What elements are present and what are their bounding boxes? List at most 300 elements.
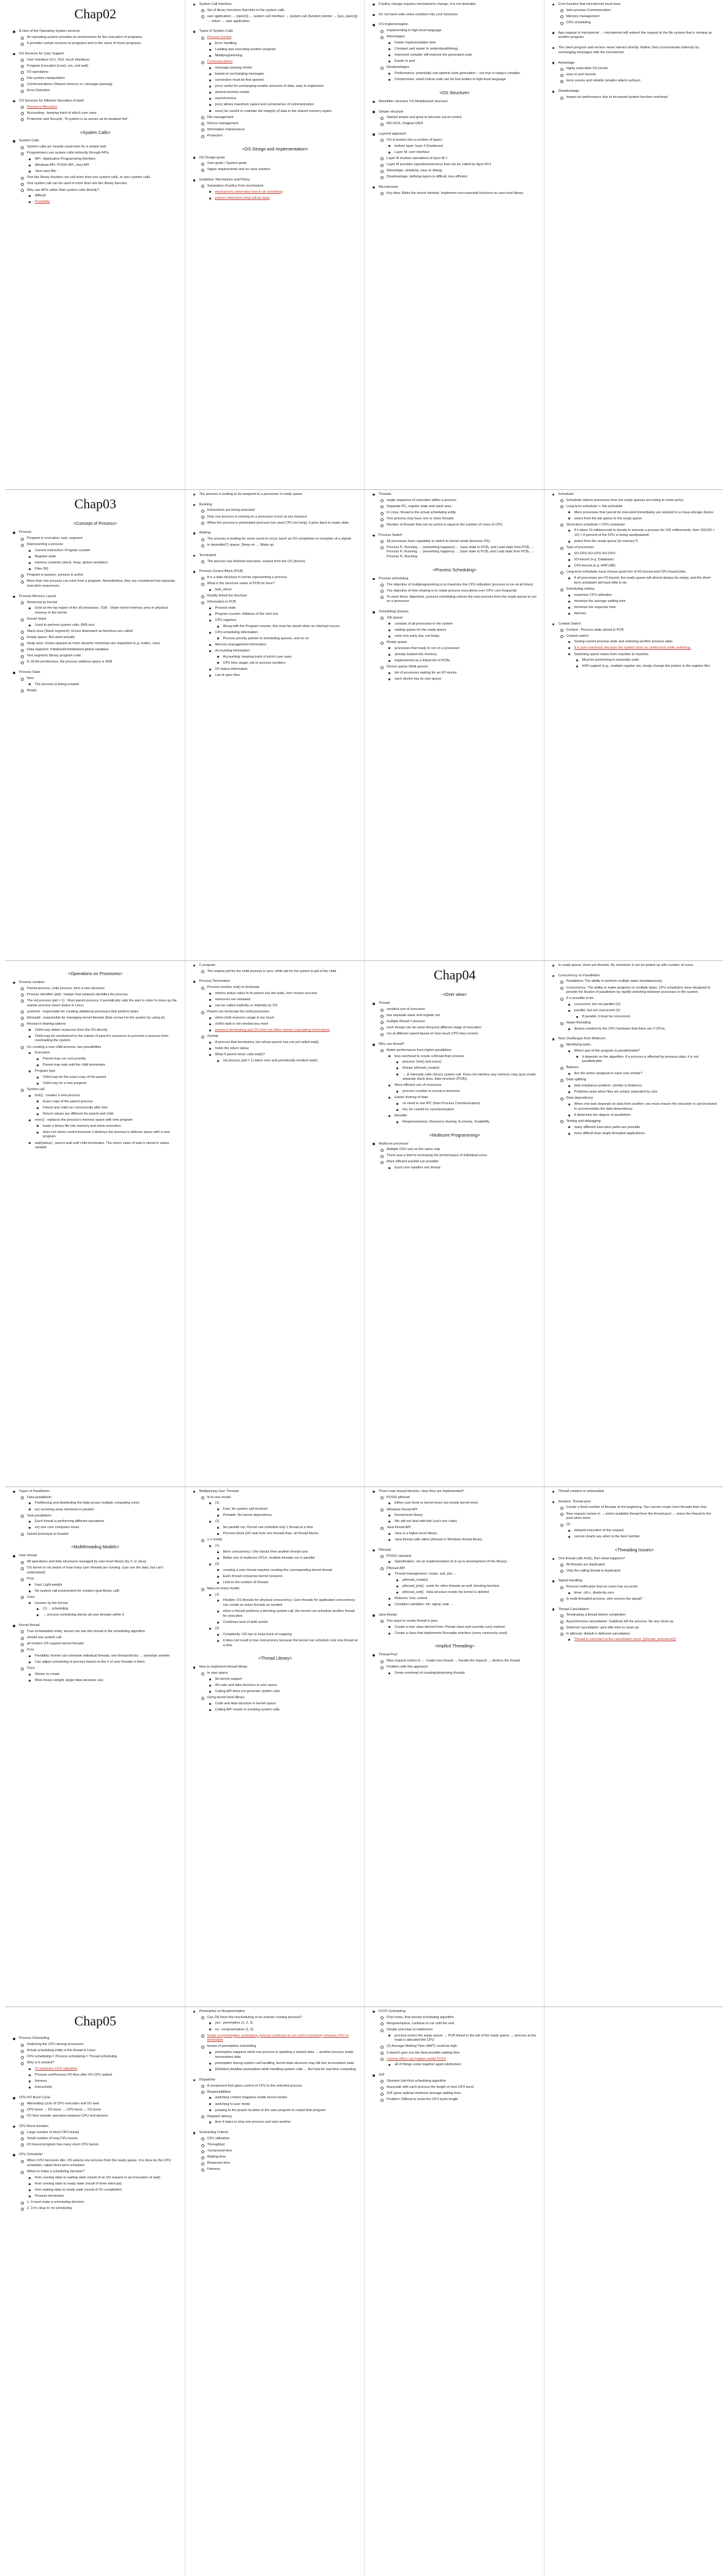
bullet-text: mechanisms determine how to do something — [215, 190, 283, 194]
bullet-list — [380, 2079, 538, 2103]
bullet-text: ex) one core computes mean — [35, 1526, 80, 1530]
chapter-title: Chap03 — [74, 496, 116, 511]
bullet-list — [193, 1665, 358, 1712]
bullet-item — [396, 1591, 538, 1595]
bullet-item — [20, 543, 179, 572]
bullet-text: File management — [207, 115, 234, 119]
bullet-item — [209, 42, 358, 46]
bullet-item — [201, 985, 358, 1009]
bullet-text: fairness — [574, 612, 587, 616]
bullet-list — [372, 1001, 538, 1124]
notes-column — [5, 0, 185, 489]
bullet-text: Threads — [379, 492, 392, 496]
bullet-item — [209, 1627, 358, 1648]
bullet-item — [209, 612, 358, 617]
bullet-text: New request comes in → select available thread from the thread pool → return the thread to the pool when done — [566, 1512, 711, 1521]
bullet-text: Associate with each process the length of next CPU burst — [387, 2085, 474, 2089]
bullet-text: (2) — [215, 1627, 220, 1631]
bullet-text: Started simple and grow to become out-of-control — [387, 116, 462, 120]
bullet-text: pthread_join() : waits for other threads as well, blocking function — [403, 1584, 499, 1589]
bullet-text: Java thread — [379, 1613, 397, 1617]
bullet-text: Large number of short CPU bursts — [27, 2130, 80, 2134]
bullet-item — [552, 1608, 718, 1642]
bullet-list — [217, 1633, 358, 1649]
bullet-text: Resource sharing options — [27, 1022, 66, 1026]
bullet-text: Child may be constrained to the subset of parent's resources to prevents a process from overloading the system. — [35, 1034, 169, 1043]
bullet-text: Portability — [35, 200, 50, 204]
bullet-text: Issues of preemptive scheduling — [207, 2044, 256, 2049]
bullet-list — [12, 139, 179, 205]
bullet-item — [209, 72, 358, 77]
bullet-item — [568, 552, 718, 557]
bullet-item — [209, 91, 358, 95]
bullet-item — [380, 1160, 538, 1170]
notes-column — [364, 490, 544, 961]
bullet-item — [201, 2115, 358, 2125]
bullet-item — [20, 2108, 179, 2113]
bullet-item — [552, 46, 718, 55]
bullet-list — [560, 67, 718, 84]
bullet-list — [560, 1563, 718, 1574]
bullet-item — [217, 1620, 358, 1625]
bullet-item — [36, 1130, 179, 1140]
bullet-list — [380, 1148, 538, 1171]
bullet-item — [388, 1520, 538, 1524]
bullet-item — [560, 1626, 718, 1631]
bullet-list — [380, 29, 538, 83]
bullet-text: Microkernels — [379, 185, 398, 189]
bullet-list — [209, 2021, 358, 2032]
bullet-text: Files (fd) — [35, 567, 48, 571]
bullet-text: In desirable(?) queue, Sleep on → Wake up — [207, 543, 274, 547]
bullet-text: run at different speed based on how much CPU they receive — [387, 1032, 478, 1036]
bullet-item — [20, 1630, 179, 1635]
bullet-item — [209, 1702, 358, 1707]
bullet-text: Process Control Block (PCB) — [199, 570, 243, 574]
bullet-text: If all processes are I/O bound, the ready queue will almost always be empty, and the short-term scheduler will have little to do. — [574, 576, 711, 585]
bullet-text: Running — [199, 502, 212, 507]
bullet-item — [20, 2055, 179, 2060]
bullet-item — [560, 1066, 718, 1076]
bullet-text: Doubly linked list structure — [207, 594, 247, 598]
bullet-item — [568, 576, 718, 585]
bullet-text: Calling API does not generate system calls — [215, 1690, 280, 1694]
bullet-list — [217, 625, 358, 629]
notes-column — [364, 961, 544, 1487]
bullet-list — [380, 116, 538, 127]
bullet-text: Flexible: OS threads for physical concurrency. User threads for application concurrency: can create as many threads as needed — [223, 1598, 356, 1608]
bullet-text: Either user-level or kernel-level, but mostly kernel-level — [395, 1501, 478, 1505]
bullet-list — [568, 1072, 718, 1077]
bullet-text: Program in execution, task, segment — [27, 536, 83, 541]
bullet-text: True schedulable entity: kernel can see this thread in the scheduling algorithm — [27, 1629, 145, 1633]
bullet-item — [36, 1607, 179, 1612]
bullet-text: The client program and service never interact directly. Rather, they communicate indirectly by exchanging messages with the microkernel. — [558, 46, 699, 54]
bullet-list — [388, 1625, 538, 1636]
bullet-list — [568, 1638, 718, 1642]
notes-column — [185, 2007, 365, 2576]
bullet-item — [28, 549, 179, 554]
bullet-text: minimize the average waiting time — [574, 599, 626, 603]
bullet-text: Each thread consumes kernel resource — [223, 1574, 283, 1578]
bullet-item — [380, 169, 538, 174]
bullet-item — [372, 1001, 538, 1037]
bullet-item — [201, 1496, 358, 1537]
bullet-item — [36, 1124, 179, 1129]
bullet-item — [209, 1562, 358, 1586]
section-title: <OS Design and Implementation> — [242, 146, 308, 152]
bullet-item — [552, 1037, 718, 1136]
bullet-list — [36, 1057, 179, 1068]
bullet-item — [20, 2061, 179, 2090]
bullet-text: concurrent, but not parallel (O) — [574, 1003, 621, 1007]
bullet-item — [209, 66, 358, 71]
bullet-text: jumping to the proper location in the user program to restart that program — [215, 2108, 326, 2112]
bullet-text: Disadvantages — [387, 65, 410, 70]
bullet-item — [209, 109, 358, 114]
notes-column — [5, 961, 185, 1487]
bullet-item — [28, 1028, 179, 1033]
bullet-list — [576, 1015, 718, 1020]
bullet-item — [36, 1057, 179, 1062]
bullet-item — [28, 2182, 179, 2187]
bullet-item — [388, 1166, 538, 1171]
bullet-item — [560, 986, 718, 995]
bullet-text: Process run/Process I/O-Run after I/O-CPU waited — [35, 2073, 112, 2077]
bullet-item — [560, 21, 718, 26]
bullet-item — [388, 628, 538, 633]
bullet-item — [560, 1512, 718, 1521]
bullet-item — [20, 1532, 179, 1537]
bullet-item — [201, 134, 358, 139]
bullet-text: cons) be careful to maintain the integrity of data in the shared memory region — [215, 109, 332, 113]
bullet-item — [568, 558, 718, 563]
bullet-list — [28, 2067, 179, 2090]
bullet-text: Problem with this approach — [387, 1665, 428, 1669]
bullet-item — [201, 168, 358, 173]
bullet-item — [201, 15, 358, 24]
bullet-item — [568, 1535, 718, 1540]
bullet-item — [380, 1008, 538, 1012]
bullet-item — [372, 185, 538, 196]
bullet-item — [20, 145, 179, 150]
bullet-item — [36, 1112, 179, 1117]
bullet-list — [388, 72, 538, 83]
bullet-item — [12, 595, 179, 665]
bullet-item — [388, 1096, 538, 1113]
bullet-text: (2) — [215, 1520, 220, 1524]
bullet-text: I/O status information — [215, 667, 248, 671]
bullet-item — [568, 1009, 718, 1019]
bullet-text: Problem: Difficult to know the CPU burst length — [387, 2098, 458, 2102]
bullet-item — [217, 1532, 358, 1537]
bullet-item — [28, 1589, 179, 1594]
bullet-item — [560, 634, 718, 669]
bullet-text: N-to-one model — [207, 1495, 231, 1499]
bullet-item — [568, 1126, 718, 1130]
bullet-text: OS Design goals — [199, 155, 225, 160]
section-title: <Implicit Threading> — [434, 1643, 475, 1649]
bullet-item — [20, 660, 179, 665]
bullet-item — [380, 665, 538, 682]
bullet-list — [396, 1578, 538, 1595]
notes-column — [185, 1487, 365, 2007]
bullet-item — [568, 1102, 718, 1112]
bullet-text: OS kernel is not aware of how many user threads are running. (can see the data, but can't understand) — [27, 1566, 163, 1575]
bullet-text: ex) summing array elements in parallel — [35, 1507, 94, 1512]
bullet-text: exec() : replaces the process's memory space with new program — [35, 1118, 133, 1122]
bullet-text: There was a limit to increasing the performance of individual cores — [387, 1154, 488, 1158]
bullet-item — [380, 583, 538, 588]
bullet-text: Key idea: Make the kernel minimal. Implement non-essential functions as user-level library — [387, 191, 524, 195]
bullet-list — [217, 1526, 358, 1537]
bullet-item — [193, 1490, 358, 1648]
bullet-item — [388, 1597, 538, 1602]
bullet-text: Concurrency vs Parallelism — [558, 973, 600, 978]
bullet-text: Multiple CPU unit on the same chip — [387, 1148, 440, 1152]
bullet-text: process: fork() and exec() — [403, 1060, 442, 1064]
bullet-text: Specification, not an implementation (it is up to development of the library) — [395, 1560, 507, 1564]
bullet-text: resources are released — [215, 997, 250, 1001]
bullet-item — [28, 1051, 179, 1068]
bullet-item — [388, 1671, 538, 1676]
bullet-text: System Calls — [19, 139, 39, 143]
bullet-text: If policy change requires mechanisms change, it is not desirable. — [379, 2, 477, 6]
bullet-text: Solution: Thread pool — [558, 1499, 591, 1504]
bullet-text: More efficient parallel run possible — [387, 1160, 439, 1164]
notes-column — [185, 0, 365, 489]
bullet-text: Task parallelism — [27, 1513, 51, 1518]
bullet-text: CPU time usage, job or process numbers — [223, 661, 286, 665]
bullet-item — [209, 1028, 358, 1033]
section-title: <Threading Issues> — [614, 1546, 654, 1553]
bullet-list — [388, 2063, 538, 2068]
bullet-item — [201, 537, 358, 542]
bullet-text: Representing a process — [27, 543, 64, 547]
bullet-item — [28, 169, 179, 174]
bullet-item — [209, 1022, 358, 1027]
bullet-text: In user space — [207, 1671, 228, 1676]
chapter-title: Chap05 — [74, 2013, 116, 2029]
bullet-text: OS Implementation — [379, 23, 408, 27]
bullet-item — [20, 601, 179, 616]
bullet-text: App request to microkernel → microkernel will redirect the request to the file system that is running as another program. — [558, 31, 712, 40]
bullet-text: In pthread, default is deferred cancellation — [566, 1631, 630, 1636]
bullet-text: One system call can be used in more than one libc library function. — [27, 182, 128, 186]
bullet-list — [201, 2016, 358, 2073]
bullet-item — [560, 523, 718, 544]
bullet-text: Parent can terminate the child processes — [207, 1010, 269, 1014]
bullet-text: When one task depends on data from another, you must ensure the execution is synchronized to accommodate the data dependency. — [574, 1102, 717, 1111]
bullet-item — [201, 2143, 358, 2148]
bullet-text: Accounting information — [215, 648, 250, 653]
bullet-text: Program counter: Address of the next inst. — [215, 612, 279, 616]
bullet-item — [201, 594, 358, 599]
bullet-text: kthreadd : responsible for managing kernel threads (that connect to the system by using pt) — [27, 1015, 165, 1020]
bullet-item — [568, 593, 718, 598]
bullet-text: Types of System Calls — [199, 29, 233, 34]
bullet-text: More processes that cannot be executed immediately are spooled to a mass-storage device. — [574, 510, 715, 514]
bullet-text: Nonpreemptive, continue to run until the end — [387, 2021, 455, 2025]
bullet-text: Limit to the number of threads — [223, 1580, 269, 1584]
bullet-item — [388, 1572, 538, 1595]
bullet-item — [552, 1579, 718, 1602]
bullet-text: Kernel Stack — [27, 617, 46, 622]
bullet-list — [568, 1084, 718, 1095]
bullet-text: Responsiveness, Resource sharing, Economy, Scalability — [403, 1119, 490, 1124]
bullet-list — [372, 1490, 538, 1636]
bullet-item — [209, 1593, 358, 1625]
bullet-item — [201, 2016, 358, 2033]
bullet-list — [209, 992, 358, 1009]
bullet-item — [201, 508, 358, 513]
bullet-item — [380, 2098, 538, 2103]
bullet-text: When to make a scheduling decision? — [27, 2170, 85, 2174]
bullet-text: can be called explicitly or implicitly by OS — [215, 1004, 278, 1008]
bullet-list — [201, 537, 358, 548]
bullet-text: Thread Pool — [379, 1653, 398, 1657]
bullet-list — [28, 1520, 179, 1531]
notes-column — [5, 490, 185, 961]
bullet-text: Combines best of both worlds — [223, 1620, 269, 1625]
bullet-list — [380, 1049, 538, 1125]
bullet-item — [193, 503, 358, 526]
bullet-item — [380, 546, 538, 560]
notes-column — [544, 961, 724, 1487]
bullet-item — [380, 523, 538, 528]
bullet-item — [217, 1598, 358, 1608]
bullet-list — [28, 1672, 179, 1683]
bullet-item — [568, 517, 718, 522]
bullet-text: implemented as a linked list of PCBs — [395, 658, 450, 663]
bullet-text: Device management — [207, 121, 239, 125]
bullet-item — [209, 78, 358, 83]
bullet-text: C program — [199, 963, 215, 967]
bullet-list — [193, 2010, 358, 2172]
bullet-text: does not return control because it destroys the previous's address space with a new program — [43, 1130, 170, 1139]
bullet-text: CPU-I/O Burst Cycle — [19, 2096, 51, 2100]
bullet-text: Heap area: Grows upward as more dynamic memories are requested (e.g. malloc, new) — [27, 642, 160, 646]
bullet-text: Pros — [27, 1648, 34, 1652]
bullet-text: Turnaround time — [207, 2149, 232, 2153]
bullet-text: all of things come together again (defective) — [395, 2063, 461, 2067]
bullet-item — [568, 1638, 718, 1642]
bullet-text: Cons — [27, 1666, 35, 1671]
bullet-list — [209, 2120, 358, 2125]
bullet-list — [568, 1126, 718, 1137]
bullet-item — [201, 1034, 358, 1063]
bullet-text: A process that terminated, but whose parent has not yet called wait() — [215, 1040, 319, 1044]
bullet-list — [209, 1016, 358, 1033]
bullet-item — [209, 643, 358, 648]
bullet-text: Thread creation is unbounded — [558, 1490, 604, 1493]
bullet-item — [552, 622, 718, 669]
bullet-text: Process — [19, 530, 32, 535]
bullet-item — [20, 2207, 179, 2211]
bullet-list — [28, 157, 179, 174]
bullet-text: Current instruction: Program counter — [35, 548, 91, 552]
bullet-text: child's task is not needed any more — [215, 1022, 269, 1026]
bullet-list — [20, 1630, 179, 1683]
bullet-item — [576, 1015, 718, 1020]
bullet-text: Protection — [207, 133, 223, 138]
bullet-text: Switching speed varies from machine to machine — [574, 652, 649, 656]
bullet-list — [20, 105, 179, 122]
bullet-item — [209, 97, 358, 102]
bullet-text: Why use thread? — [379, 1042, 405, 1047]
bullet-text: POSIX pthread — [387, 1495, 410, 1499]
bullet-text: System calls are heavily used even for a simple task — [27, 145, 106, 149]
bullet-text: Instructions are being executed — [207, 508, 255, 513]
bullet-item — [193, 156, 358, 173]
bullet-list — [380, 191, 538, 196]
bullet-text: Benefits — [395, 1114, 407, 1118]
bullet-list — [552, 963, 718, 1136]
section-title: <Thread Library> — [258, 1655, 292, 1661]
bullet-item — [568, 1132, 718, 1137]
bullet-text: Balance — [566, 1066, 579, 1070]
bullet-text: no need to use IPC (Inter Process Communication) — [403, 1101, 480, 1105]
bullet-text: Better performance from higher parallelism — [387, 1048, 452, 1052]
bullet-list — [372, 577, 538, 682]
bullet-item — [28, 1583, 179, 1588]
bullet-item — [217, 1556, 358, 1561]
bullet-text: Layer M: user interface — [395, 150, 430, 154]
bullet-text: minimize the response time — [574, 605, 616, 609]
bullet-item — [217, 637, 358, 642]
bullet-text: Condition variables: init, signal, wait, ... — [395, 1603, 454, 1607]
bullet-item — [380, 163, 538, 168]
bullet-item — [380, 540, 538, 544]
bullet-item — [28, 1118, 179, 1140]
bullet-text: illusion created by the CPU hardware that there are 2 CPUs. — [574, 1026, 666, 1031]
bullet-list — [388, 1671, 538, 1676]
bullet-item — [20, 1045, 179, 1086]
bullet-item — [388, 671, 538, 676]
bullet-text: Process state — [215, 606, 236, 610]
bullet-text: Return values are different for parent and child — [43, 1112, 114, 1116]
bullet-item — [552, 1500, 718, 1540]
bullet-item — [217, 1507, 358, 1512]
bullet-text: Process terminates — [35, 2194, 64, 2199]
bullet-item — [388, 1114, 538, 1124]
bullet-item — [568, 564, 718, 569]
bullet-item — [201, 60, 358, 114]
bullet-item — [396, 1060, 538, 1065]
bullet-text: Under nonpreemptive scheduling, process continues to run until it voluntarily releases CPU or terminates — [207, 2033, 349, 2043]
bullet-text: Only the calling thread is duplicated — [566, 1568, 620, 1573]
bullet-list — [217, 1598, 358, 1625]
bullet-text: Memory management — [566, 14, 600, 18]
bullet-text: from waiting state to ready state (result of I/O completion) — [35, 2188, 122, 2192]
bullet-item — [209, 1690, 358, 1694]
bullet-text: Multiprogramming — [215, 53, 243, 58]
bullet-item — [12, 29, 179, 46]
bullet-item — [28, 2085, 179, 2090]
bullet-item — [209, 2028, 358, 2033]
bullet-item — [380, 116, 538, 121]
bullet-item — [372, 1490, 538, 1543]
bullet-item — [568, 1072, 718, 1077]
bullet-text: → process scheduling blocks all user threads within it — [43, 1613, 124, 1617]
bullet-text: holds the return status — [215, 1047, 249, 1051]
bullet-text: Thread is cancelled at the cancellation point. (pthread_testcancel()) — [574, 1638, 677, 1642]
bullet-list — [560, 628, 718, 670]
bullet-item — [20, 642, 179, 647]
bullet-item — [217, 655, 358, 660]
bullet-item — [209, 1047, 358, 1052]
notes-column — [544, 1487, 724, 2007]
